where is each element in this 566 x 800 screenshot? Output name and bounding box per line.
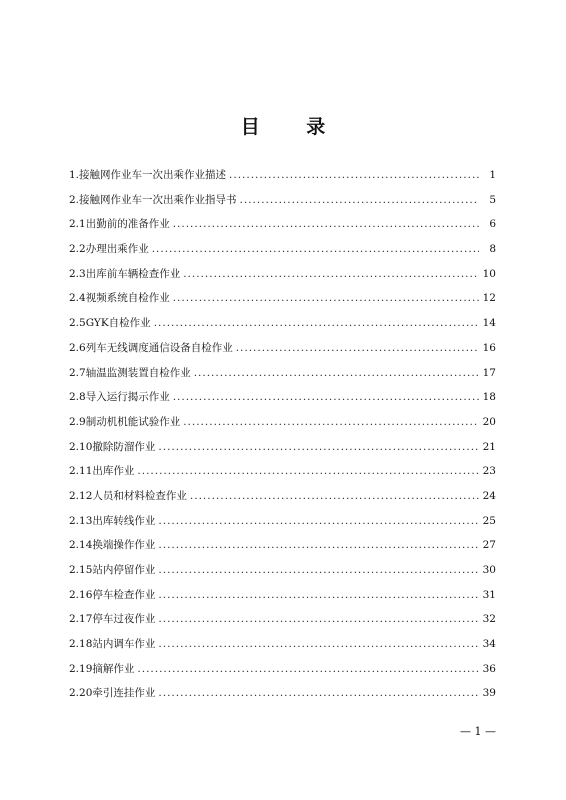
toc-entry-label: 2.7轴温监测装置自检作业: [69, 366, 191, 379]
toc-leader-dots: [236, 336, 479, 361]
toc-entry-page: 1: [489, 169, 496, 181]
toc-entry-page: 12: [482, 292, 496, 305]
toc-entry-page: 25: [482, 514, 496, 527]
toc-leader-dots: [183, 262, 479, 287]
toc-entry[interactable]: [69, 361, 496, 386]
toc-leader-dots: [194, 361, 479, 386]
toc-entry-label: 2.8导入运行揭示作业: [69, 391, 170, 404]
toc-leader-dots: [137, 459, 479, 484]
toc-entry[interactable]: [69, 558, 496, 583]
toc-leader-dots: [173, 385, 479, 410]
toc-entry[interactable]: [69, 435, 496, 460]
toc-entry[interactable]: [69, 533, 496, 558]
toc-entry[interactable]: [69, 212, 496, 237]
toc-entry-page: 21: [482, 440, 496, 453]
toc-leader-dots: [158, 632, 479, 657]
toc-entry[interactable]: [69, 237, 496, 262]
toc-entry-label: 2.1出勤前的准备作业: [69, 218, 170, 231]
toc-leader-dots: [173, 286, 479, 311]
toc-leader-dots: [158, 533, 479, 558]
toc-leader-dots: [158, 558, 479, 583]
toc-entry[interactable]: [69, 484, 496, 509]
toc-entry-label: 2.6列车无线调度通信设备自检作业: [69, 341, 233, 354]
toc-entry-label: 2.14换端操作作业: [69, 539, 156, 552]
toc-entry-label: 2.20牵引连挂作业: [69, 687, 156, 700]
toc-entry[interactable]: [69, 262, 496, 287]
toc-entry-label: 1.接触网作业车一次出乘作业描述: [69, 169, 227, 181]
toc-entry-label: 2.5GYK自检作业: [69, 317, 151, 330]
toc-entry[interactable]: [69, 607, 496, 632]
toc-entry[interactable]: [69, 385, 496, 410]
toc-entry-page: 32: [482, 613, 496, 626]
toc-entry-label: 2.接触网作业车一次出乘作业指导书: [69, 193, 237, 206]
toc-entry-label: 2.13出库转线作业: [69, 514, 156, 527]
toc-leader-dots: [158, 435, 479, 460]
toc-entry-page: 17: [482, 366, 496, 379]
toc-entry-label: 2.10撤除防溜作业: [69, 440, 156, 453]
toc-entry[interactable]: [69, 583, 496, 608]
toc-entry-label: 2.19摘解作业: [69, 662, 135, 675]
toc-leader-dots: [158, 509, 479, 534]
toc-leader-dots: [158, 607, 479, 632]
toc-entry-page: 8: [489, 243, 496, 256]
toc-entry-label: 2.9制动机机能试验作业: [69, 415, 181, 428]
toc-entry[interactable]: [69, 286, 496, 311]
toc-entry-page: 5: [489, 193, 496, 206]
toc-entry[interactable]: [69, 657, 496, 682]
toc-entry[interactable]: [69, 410, 496, 435]
toc-entry-page: 23: [482, 465, 496, 478]
toc-leader-dots: [173, 212, 479, 237]
toc-entry-page: 16: [482, 341, 496, 354]
page-number: — 1 —: [460, 725, 496, 738]
toc-entry-label: 2.12人员和材料检查作业: [69, 489, 187, 502]
toc-leader-dots: [158, 681, 479, 706]
toc-entry-page: 24: [482, 489, 496, 502]
toc-leader-dots: [158, 583, 479, 608]
toc-entry[interactable]: [69, 632, 496, 657]
toc-leader-dots: [190, 484, 479, 509]
toc-entry-page: 36: [482, 662, 496, 675]
toc-entry-page: 31: [482, 588, 496, 601]
toc-leader-dots: [229, 163, 479, 188]
toc-entry[interactable]: [69, 336, 496, 361]
toc-entry[interactable]: [69, 163, 496, 188]
table-of-contents: [69, 163, 496, 706]
toc-leader-dots: [183, 410, 479, 435]
toc-entry-label: 2.4视频系统自检作业: [69, 292, 170, 305]
toc-entry-page: 6: [489, 218, 496, 231]
toc-entry[interactable]: [69, 311, 496, 336]
toc-entry[interactable]: [69, 509, 496, 534]
toc-entry[interactable]: [69, 681, 496, 706]
toc-entry[interactable]: [69, 459, 496, 484]
toc-entry-page: 14: [482, 317, 496, 330]
toc-entry-page: 20: [482, 415, 496, 428]
page-title: 目 录: [240, 116, 346, 138]
toc-leader-dots: [152, 237, 479, 262]
toc-entry-page: 30: [482, 564, 496, 576]
toc-entry-label: 2.18站内调车作业: [69, 638, 156, 651]
toc-leader-dots: [137, 657, 479, 682]
toc-entry-page: 10: [482, 267, 496, 280]
toc-entry-label: 2.16停车检查作业: [69, 588, 156, 601]
toc-leader-dots: [240, 188, 479, 213]
toc-leader-dots: [154, 311, 479, 336]
toc-entry-label: 2.11出库作业: [69, 465, 135, 478]
toc-entry[interactable]: [69, 188, 496, 213]
toc-entry-page: 34: [482, 638, 496, 651]
toc-entry-label: 2.3出库前车辆检查作业: [69, 267, 181, 280]
toc-entry-label: 2.17停车过夜作业: [69, 613, 156, 626]
toc-entry-label: 2.2办理出乘作业: [69, 243, 149, 256]
toc-entry-page: 18: [482, 391, 496, 404]
toc-entry-label: 2.15站内停留作业: [69, 564, 156, 576]
toc-entry-page: 39: [482, 687, 496, 700]
toc-entry-page: 27: [482, 539, 496, 552]
